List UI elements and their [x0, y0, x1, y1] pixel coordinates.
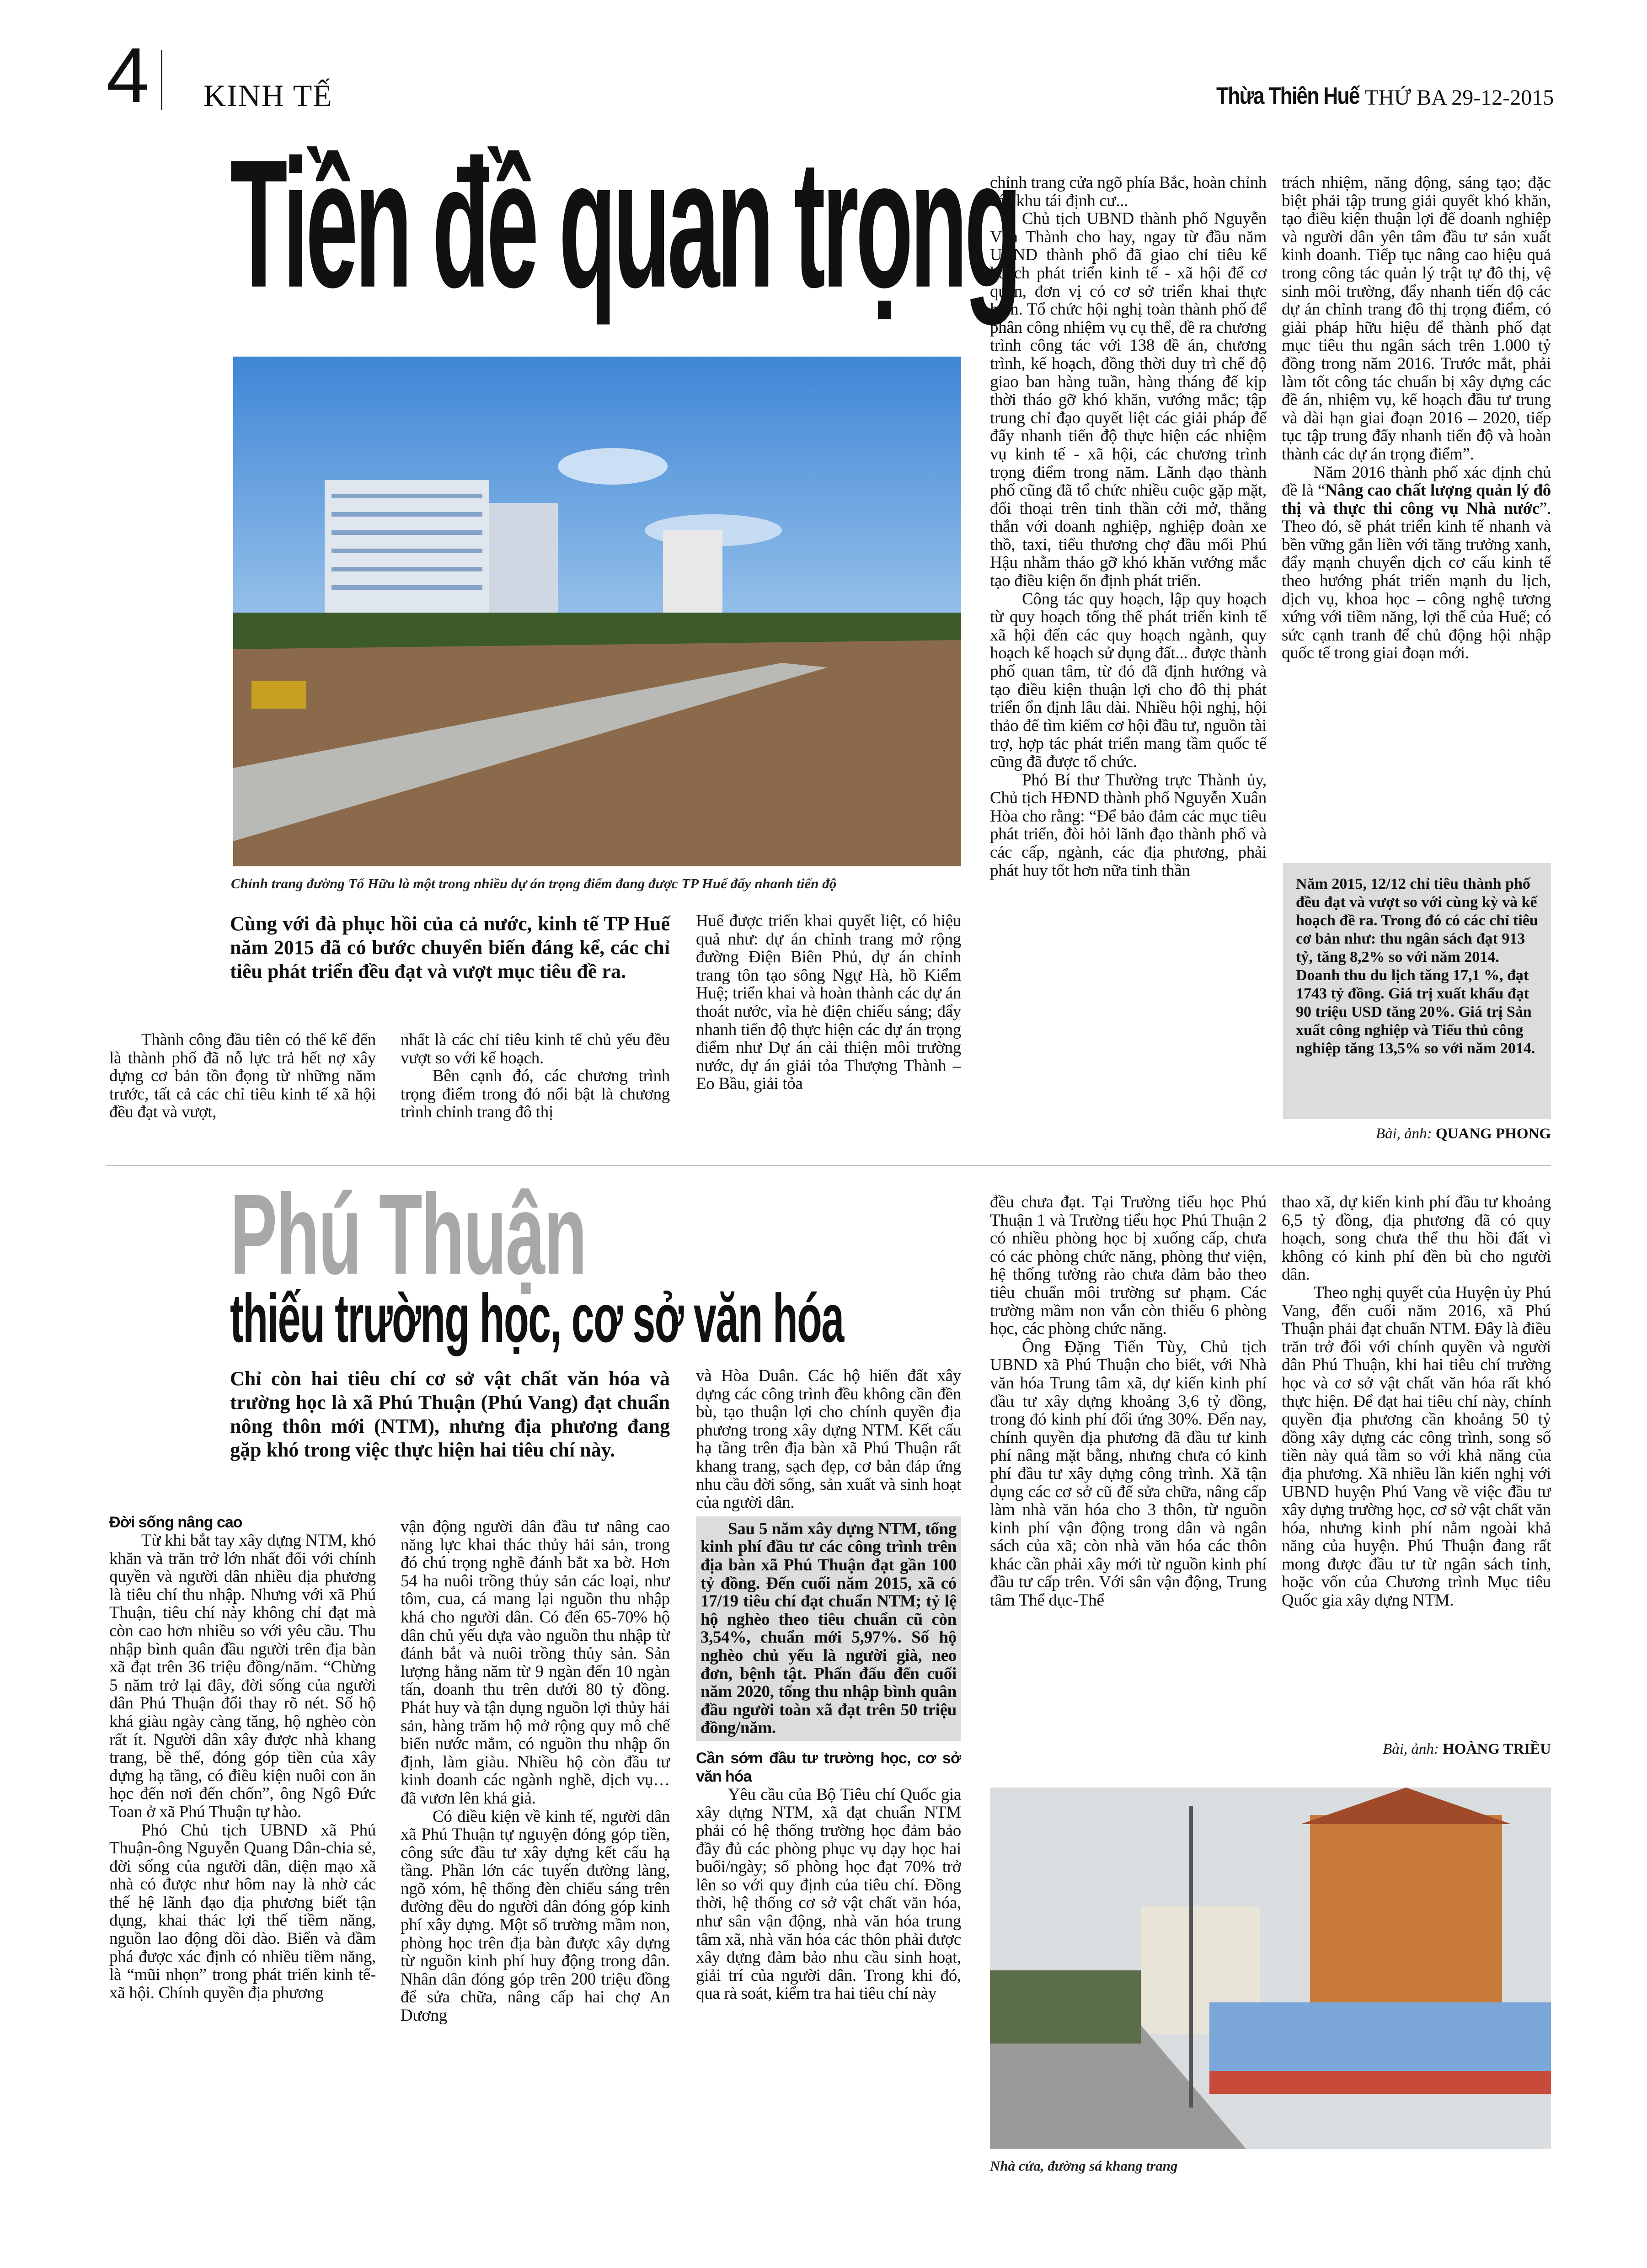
- header-divider: [161, 50, 162, 110]
- byline-author: QUANG PHONG: [1435, 1126, 1551, 1142]
- article2-photo-caption: Nhà cửa, đường sá khang trang: [990, 2158, 1178, 2174]
- paragraph: Bên cạnh đó, các chương trình trọng điểm trong đó nổi bật là chương trình chỉnh trang đô thị: [401, 1067, 670, 1122]
- article2-column-4: [990, 1193, 1267, 1765]
- roller: [251, 681, 306, 709]
- paragraph: Phó Chủ tịch UBND xã Phú Thuận-ông Nguyễn Quang Dân-chia sẻ, đời sống của người dân, diện mạo xã nhà có được như hôm nay là nhờ các thế hệ lãnh đạo địa phương biết tận dụng, khai thác lợi thế tiềm năng, nguồn lao động dồi dào. Biển và đầm phá được xác định có nhiều tiềm năng, là “mũi nhọn” trong phát triển kinh tế-xã hội. Chính quyền địa phương: [109, 1820, 376, 2002]
- article2-lead: Chỉ còn hai tiêu chí cơ sở vật chất văn hóa và trường học là xã Phú Thuận (Phú Vang) đạt chuẩn nông thôn mới (NTM), nhưng địa phương đang gặp khó trong việc thực hiện hai tiêu chí này.: [230, 1367, 670, 1461]
- issue-date: THỨ BA 29-12-2015: [1365, 85, 1554, 110]
- article2-column-1: [109, 1513, 376, 2183]
- paragraph: thao xã, dự kiến kinh phí đầu tư khoảng 6,5 tỷ đồng, địa phương đã có quy hoạch, song chưa thể thu hồi đất vì không có kinh phí đền bù cho người dân.: [1282, 1193, 1551, 1284]
- article2-column-2: [401, 1518, 670, 2183]
- article-divider: [106, 1165, 1551, 1166]
- paragraph: Huế được triển khai quyết liệt, có hiệu quả như: dự án chỉnh trang mở rộng đường Điện Biên Phủ, dự án chỉnh trang tôn tạo sông Ngự Hà, hồ Kiểm Huệ; triển khai và hoàn thành các dự án thoát nước, vỉa hè điện chiếu sáng; đẩy nhanh tiến độ thực hiện các dự án trọng điểm như Dự án cải thiện môi trường nước, dự án giải tỏa Thượng Thành – Eo Bầu, giải tỏa: [696, 912, 961, 1094]
- paragraph: Phó Bí thư Thường trực Thành ủy, Chủ tịch HĐND thành phố Nguyễn Xuân Hòa cho rằng: “Để bảo đảm các mục tiêu phát triển, đòi hỏi lãnh đạo thành phố và các cấp, ngành, các địa phương, phải phát huy tốt hơn nữa tinh thần: [990, 770, 1267, 880]
- article1-column-5: [1282, 174, 1551, 853]
- page-number: 4: [106, 32, 150, 119]
- article2-byline: [1280, 1741, 1551, 1758]
- highlight-box: [696, 1516, 961, 1741]
- article2-column-5: [1282, 1193, 1551, 1746]
- article2-column-3: [696, 1367, 961, 2183]
- article1-column-1: [109, 1031, 376, 1150]
- article2-title: Phú Thuận: [230, 1170, 586, 1298]
- byline-label: Bài, ảnh:: [1375, 1126, 1432, 1142]
- cloud: [558, 448, 668, 485]
- article1-column-2: [401, 1031, 670, 1150]
- article1-column-4: [990, 174, 1267, 1150]
- paragraph: vận động người dân đầu tư nâng cao năng lực khai thác thủy hải sản, trong đó chú trọng nghề đánh bắt xa bờ. Hơn 54 ha nuôi trồng thủy sản các loại, như tôm, cua, cá mang lại nguồn thu nhập khá cho người dân. Có đến 65-70% hộ dân chủ yếu dựa vào nguồn thu nhập từ đánh bắt và nuôi trồng thủy sản. Sản lượng hằng năm từ 9 ngàn đến 10 ngàn tấn, doanh thu trên dưới 80 tỷ đồng. Phát huy và tận dụng nguồn lợi thủy hải sản, hàng trăm hộ mở rộng quy mô chế biến nước mắm, có nguồn thu nhập ổn định, làm giàu. Nhiều hộ còn đầu tư kinh doanh các ngành nghề, dịch vụ… đã vươn lên khá giả.: [401, 1518, 670, 1808]
- paragraph: trách nhiệm, năng động, sáng tạo; đặc biệt phải tập trung giải quyết khó khăn, tạo điều kiện thuận lợi để doanh nghiệp và người dân yên tâm đầu tư sản xuất kinh doanh. Tiếp tục nâng cao hiệu quả trong công tác quản lý trật tự đô thị, vệ sinh môi trường, đẩy nhanh tiến độ các dự án chỉnh trang đô thị trọng điểm, có giải pháp hữu hiệu để thành phố đạt mục tiêu thu ngân sách trên 1.000 tỷ đồng trong năm 2016. Trước mắt, phải làm tốt công tác chuẩn bị xây dựng các đề án, nhiệm vụ, kế hoạch đầu tư trung và dài hạn giai đoạn 2016 – 2020, tiếp tục tập trung đẩy nhanh tiến độ và hoàn thành các dự án trọng điểm”.: [1282, 174, 1551, 464]
- article1-byline: [1280, 1126, 1551, 1142]
- byline-label: Bài, ảnh:: [1383, 1741, 1439, 1757]
- paper-name: Thừa Thiên Huế: [1216, 83, 1359, 109]
- subheading: Đời sống nâng cao: [109, 1514, 242, 1531]
- section-name: KINH TẾ: [203, 78, 333, 113]
- paragraph: Theo nghị quyết của Huyện ủy Phú Vang, đến cuối năm 2016, xã Phú Thuận phải đạt chuẩn NTM. Đây là điều trăn trở đối với chính quyền và người dân Phú Thuận, khi hai tiêu chí trường học và cơ sở vật chất văn hóa rất khó thực hiện. Để đạt hai tiêu chí này, chính quyền địa phương cần khoảng 50 tỷ đồng xây dựng các công trình, song số tiền này quá tầm so với khả năng của địa phương. Xã nhiều lần kiến nghị với UBND huyện Phú Vang về việc đầu tư xây dựng trường học, cơ sở vật chất văn hóa, nhưng kinh phí nằm ngoài khả năng của huyện. Phú Thuận đang rất mong được đầu tư từ ngân sách tỉnh, hoặc vốn của Chương trình Mục tiêu Quốc gia xây dựng NTM.: [1282, 1283, 1551, 1610]
- paragraph: nhất là các chỉ tiêu kinh tế chủ yếu đều vượt so với kế hoạch.: [401, 1031, 670, 1067]
- paragraph: Thành công đầu tiên có thể kể đến là thành phố đã nỗ lực trả hết nợ xây dựng cơ bản tồn đọng từ những năm trước, tất cả các chỉ tiêu kinh tế xã hội đều đạt và vượt,: [109, 1031, 376, 1122]
- paragraph: Năm 2016 thành phố xác định chủ đề là “Nâng cao chất lượng quản lý đô thị và thực thi công vụ Nhà nước”. Theo đó, sẽ phát triển kinh tế nhanh và bền vững gắn liền với tăng trưởng xanh, đẩy mạnh chuyển dịch cơ cấu kinh tế theo hướng phát triển mạnh du lịch, dịch vụ, khoa học – công nghệ tương xứng với tiềm năng, lợi thế của Huế; có sức cạnh tranh để chủ động hội nhập quốc tế trong giai đoạn mới.: [1282, 463, 1551, 663]
- byline-author: HOÀNG TRIỀU: [1443, 1741, 1551, 1757]
- paragraph: Có điều kiện về kinh tế, người dân xã Phú Thuận tự nguyện đóng góp tiền, công sức đầu tư xây dựng kết cấu hạ tầng. Phần lớn các tuyến đường làng, ngõ xóm, hệ thống đèn chiếu sáng trên đường đều do người dân đóng góp kinh phí xây dựng. Một số trường mầm non, phòng học trên địa bàn được xây dựng từ nguồn kinh phí huy động trong dân. Nhân dân đóng góp trên 200 triệu đồng để sửa chữa, nâng cấp hai chợ An Dương: [401, 1807, 670, 2025]
- emphasis: Nâng cao chất lượng quản lý đô thị và thực thi công vụ Nhà nước: [1282, 481, 1551, 518]
- house: [1310, 1815, 1502, 2007]
- subheading: Cần sớm đầu tư trường học, cơ sở văn hóa: [696, 1749, 961, 1785]
- trees: [990, 1970, 1141, 2044]
- article2-subtitle: thiếu trường học, cơ sở văn hóa: [230, 1280, 844, 1356]
- article1-lead: Cùng với đà phục hồi của cả nước, kinh tế TP Huế năm 2015 đã có bước chuyển biến đáng kể, các chỉ tiêu phát triển đều đạt và vượt mục tiêu đề ra.: [230, 913, 670, 982]
- article1-highlight-box: Năm 2015, 12/12 chỉ tiêu thành phố đều đạt và vượt so với cùng kỳ và kế hoạch đề ra. Trong đó có các chỉ tiêu cơ bản như: thu ngân sách đạt 913 tỷ, tăng 8,2% so với năm 2014. Doanh thu du lịch tăng 17,1 %, đạt 1743 tỷ đồng. Giá trị xuất khẩu đạt 90 triệu USD tăng 20%. Giá trị Sản xuất công nghiệp và Tiểu thủ công nghiệp tăng 13,5% so với năm 2014.: [1283, 863, 1551, 1119]
- paragraph: và Hòa Duân. Các hộ hiến đất xây dựng các công trình đều không cần đền bù, tạo thuận lợi cho chính quyền địa phương trong xây dựng NTM. Kết cấu hạ tầng trên địa bàn xã Phú Thuận rất khang trang, sạch đẹp, cơ bản đáp ứng nhu cầu đời sống, sản xuất và sinh hoạt của người dân.: [696, 1367, 961, 1512]
- article1-column-3: [696, 912, 961, 1150]
- paragraph: Chủ tịch UBND thành phố Nguyễn Văn Thành cho hay, ngay từ đầu năm UBND thành phố đã giao chỉ tiêu kế hoạch phát triển kinh tế - xã hội để cơ quan, đơn vị có cơ sở triển khai thực hiện. Tổ chức hội nghị toàn thành phố để phân công nhiệm vụ cụ thể, đề ra chương trình công tác với 138 đề án, chương trình, kế hoạch, đồng thời duy trì chế độ giao ban hàng tuần, hàng tháng để kịp thời tháo gỡ khó khăn, vướng mắc; tập trung chỉ đạo quyết liệt các giải pháp để đẩy nhanh tiến độ thực hiện các nhiệm vụ kinh tế - xã hội, các chương trình trọng điểm trong năm. Lãnh đạo thành phố cũng đã tổ chức nhiều cuộc gặp mặt, đối thoại trên tinh thần cởi mở, thẳng thắn với doanh nghiệp, nghiệp đoàn xe thồ, taxi, tiểu thương chợ đầu mối Phú Hậu nhằm tháo gỡ khó khăn vướng mắc tạo điều kiện ổn định phát triển.: [990, 209, 1267, 591]
- paragraph: Từ khi bắt tay xây dựng NTM, khó khăn và trăn trở lớn nhất đối với chính quyền và người dân nhiều địa phương là tiêu chí thu nhập. Nhưng với xã Phú Thuận, tiêu chí này không chỉ đạt mà còn cao hơn nhiều so với yêu cầu. Thu nhập bình quân đầu người trên địa bàn xã đạt trên 36 triệu đồng/năm. “Chừng 5 năm trở lại đây, đời sống của người dân Phú Thuận đổi thay rõ nét. Số hộ khá giàu ngày càng tăng, hộ nghèo còn rất ít. Người dân xây được nhà khang trang, bề thế, đóng góp tiền của xây dựng hạ tầng, có điều kiện nuôi con ăn học đến nơi đến chốn”, ông Ngô Đức Toan ở xã Phú Thuận tự hào.: [109, 1531, 376, 1821]
- paragraph: Công tác quy hoạch, lập quy hoạch từ quy hoạch tổng thể phát triển kinh tế xã hội đến các quy hoạch ngành, quy hoạch kế hoạch sử dụng đất... được thành phố quan tâm, từ đó đã định hướng và tạo điều kiện thuận lợi cho đô thị phát triển ổn định lâu dài. Nhiều hội nghị, hội thảo để tìm kiếm cơ hội đầu tư, nguồn tài trợ, hợp tác phát triển mang tầm quốc tế cũng đã được tổ chức.: [990, 589, 1267, 771]
- paragraph: đều chưa đạt. Tại Trường tiểu học Phú Thuận 1 và Trường tiểu học Phú Thuận 2 có nhiều phòng học bị xuống cấp, chưa có các phòng chức năng, phòng thư viện, hệ thống tường rào chưa đảm bảo theo tiêu chuẩn môi trường sư phạm. Các trường mầm non vẫn còn thiếu 6 phòng học, các phòng chức năng.: [990, 1193, 1267, 1339]
- fence-base: [1209, 2071, 1551, 2094]
- paragraph: chỉnh trang cửa ngõ phía Bắc, hoàn chỉnh các khu tái định cư...: [990, 174, 1267, 210]
- article1-title: Tiền đề quan trọng: [230, 122, 1019, 326]
- article1-photo: [233, 357, 961, 866]
- article1-photo-caption: Chỉnh trang đường Tố Hữu là một trong nhiều dự án trọng điểm đang được TP Huế đẩy nhanh tiến độ: [231, 875, 837, 891]
- article2-photo: [990, 1788, 1551, 2149]
- highlight-text: Sau 5 năm xây dựng NTM, tổng kinh phí đầu tư các công trình trên địa bàn xã Phú Thuận đạt gần 100 tỷ đồng. Đến cuối năm 2015, xã có 17/19 tiêu chí đạt chuẩn NTM; tỷ lệ hộ nghèo theo tiêu chuẩn cũ còn 3,54%, chuẩn mới 5,97%. Số hộ nghèo chủ yếu là người già, neo đơn, bệnh tật. Phấn đấu đến cuối năm 2020, tổng thu nhập bình quân đầu người toàn xã đạt trên 50 triệu đồng/năm.: [701, 1519, 957, 1738]
- paragraph: Yêu cầu của Bộ Tiêu chí Quốc gia xây dựng NTM, xã đạt chuẩn NTM phải có hệ thống trường học đảm bảo đầy đủ các phòng phục vụ dạy học hai buổi/ngày; số phòng học đạt 70% trở lên so với quy định của tiêu chí. Đồng thời, hệ thống cơ sở vật chất văn hóa, như sân vận động, nhà văn hóa trung tâm xã, nhà văn hóa các thôn phải được xây dựng đảm bảo nhu cầu sinh hoạt, giải trí của người dân. Trong khi đó, qua rà soát, kiểm tra hai tiêu chí này: [696, 1785, 961, 2003]
- paragraph: Ông Đặng Tiến Tùy, Chủ tịch UBND xã Phú Thuận cho biết, với Nhà văn hóa Trung tâm xã, dự kiến kinh phí đầu tư xây dựng khoảng 3,6 tỷ đồng, trong đó kinh phí đối ứng 30%. Đến nay, chính quyền địa phương đã đầu tư kinh phí nâng mặt bằng, nhưng chưa có kinh phí đầu tư xây dựng công trình. Xã tận dụng các cơ sở cũ để sửa chữa, nâng cấp làm nhà văn hóa cho 3 thôn, từ nguồn kinh phí vận động trong dân và ngân sách của xã; còn nhà văn hóa các thôn khác cần phải xây mới từ nguồn kinh phí đầu tư cấp trên. Với sân vận động, Trung tâm Thể dục-Thể: [990, 1337, 1267, 1610]
